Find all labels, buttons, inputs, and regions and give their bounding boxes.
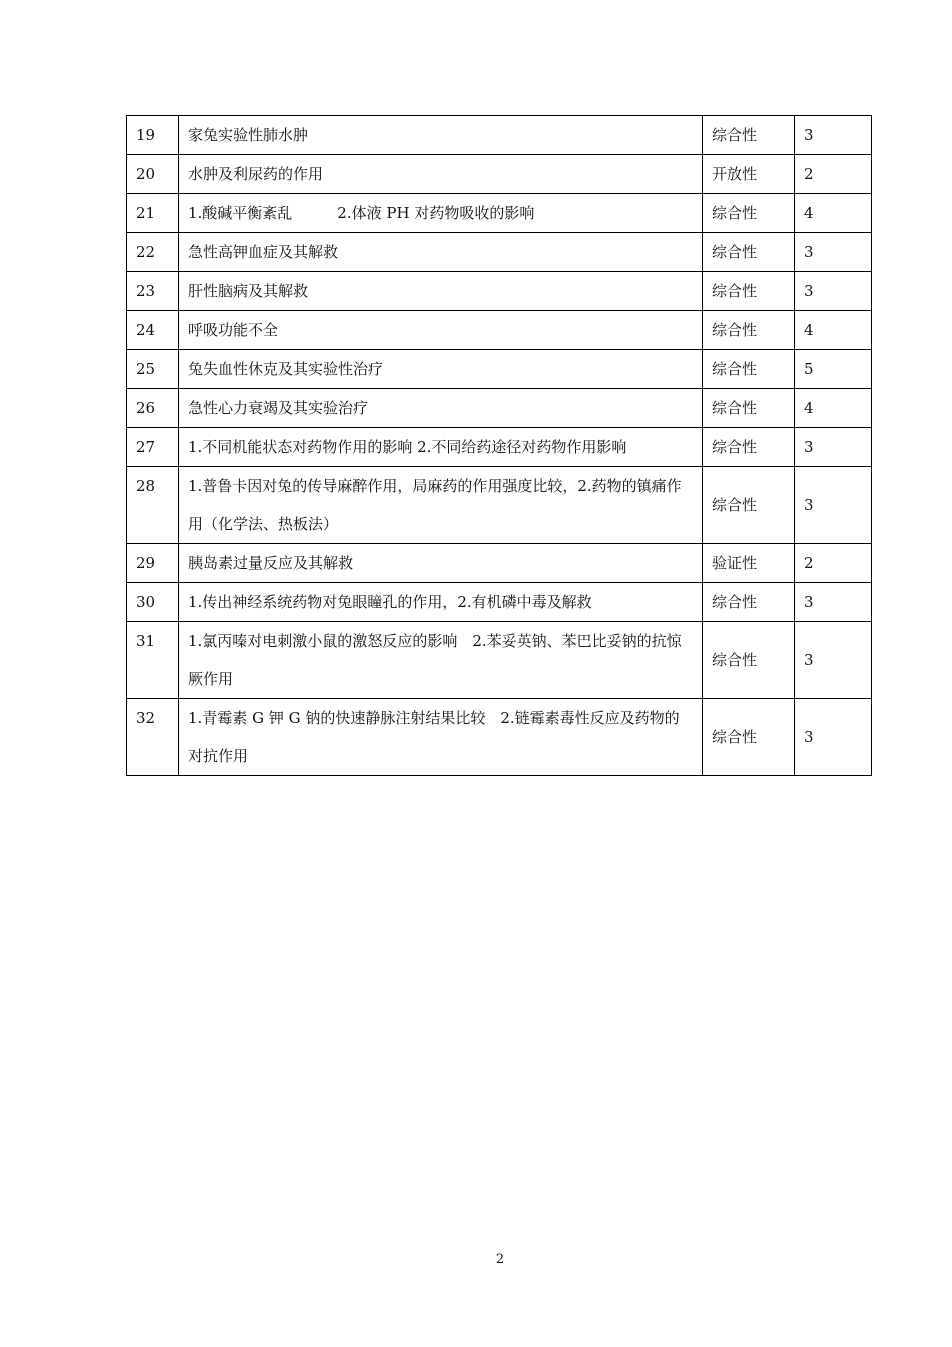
experiment-title: 兔失血性休克及其实验性治疗 xyxy=(179,350,703,389)
experiment-type: 综合性 xyxy=(703,350,795,389)
class-hours: 3 xyxy=(795,116,872,155)
experiment-type: 综合性 xyxy=(703,699,795,776)
class-hours: 2 xyxy=(795,544,872,583)
class-hours: 3 xyxy=(795,233,872,272)
class-hours: 3 xyxy=(795,583,872,622)
class-hours: 3 xyxy=(795,622,872,699)
experiment-title: 1.传出神经系统药物对兔眼瞳孔的作用，2.有机磷中毒及解救 xyxy=(179,583,703,622)
table-row xyxy=(127,428,872,467)
table-row xyxy=(127,194,872,233)
table-row xyxy=(127,389,872,428)
page-number: 2 xyxy=(495,1252,505,1267)
row-number: 21 xyxy=(127,194,179,233)
experiment-title: 胰岛素过量反应及其解救 xyxy=(179,544,703,583)
experiment-type: 验证性 xyxy=(703,544,795,583)
experiment-title: 家兔实验性肺水肿 xyxy=(179,116,703,155)
experiment-title: 呼吸功能不全 xyxy=(179,311,703,350)
class-hours: 3 xyxy=(795,467,872,544)
experiment-type: 综合性 xyxy=(703,272,795,311)
experiment-type: 综合性 xyxy=(703,389,795,428)
row-number: 27 xyxy=(127,428,179,467)
experiment-title: 1.青霉素 G 钾 G 钠的快速静脉注射结果比较 2.链霉素毒性反应及药物的对抗作用 xyxy=(179,699,703,776)
class-hours: 4 xyxy=(795,389,872,428)
row-number: 32 xyxy=(127,699,179,776)
table-row xyxy=(127,272,872,311)
row-number: 31 xyxy=(127,622,179,699)
table-row xyxy=(127,583,872,622)
table-row xyxy=(127,622,872,699)
experiment-type: 综合性 xyxy=(703,467,795,544)
experiment-title: 肝性脑病及其解救 xyxy=(179,272,703,311)
table-row xyxy=(127,116,872,155)
experiment-title: 急性高钾血症及其解救 xyxy=(179,233,703,272)
table-row xyxy=(127,467,872,544)
row-number: 23 xyxy=(127,272,179,311)
table-row xyxy=(127,155,872,194)
row-number: 26 xyxy=(127,389,179,428)
table-row xyxy=(127,699,872,776)
row-number: 22 xyxy=(127,233,179,272)
class-hours: 4 xyxy=(795,311,872,350)
experiment-title: 1.酸碱平衡紊乱 2.体液 PH 对药物吸收的影响 xyxy=(179,194,703,233)
row-number: 19 xyxy=(127,116,179,155)
experiment-type: 综合性 xyxy=(703,116,795,155)
class-hours: 3 xyxy=(795,428,872,467)
experiment-table xyxy=(126,115,872,776)
experiment-type: 综合性 xyxy=(703,311,795,350)
row-number: 24 xyxy=(127,311,179,350)
class-hours: 5 xyxy=(795,350,872,389)
row-number: 29 xyxy=(127,544,179,583)
class-hours: 4 xyxy=(795,194,872,233)
row-number: 28 xyxy=(127,467,179,544)
table-row xyxy=(127,311,872,350)
class-hours: 2 xyxy=(795,155,872,194)
class-hours: 3 xyxy=(795,699,872,776)
experiment-type: 综合性 xyxy=(703,233,795,272)
experiment-title: 1.氯丙嗪对电刺激小鼠的激怒反应的影响 2.苯妥英钠、苯巴比妥钠的抗惊厥作用 xyxy=(179,622,703,699)
experiment-type: 综合性 xyxy=(703,622,795,699)
experiment-title: 1.不同机能状态对药物作用的影响 2.不同给药途径对药物作用影响 xyxy=(179,428,703,467)
table-row xyxy=(127,350,872,389)
experiment-type: 综合性 xyxy=(703,194,795,233)
experiment-title: 水肿及利尿药的作用 xyxy=(179,155,703,194)
row-number: 30 xyxy=(127,583,179,622)
experiment-type: 综合性 xyxy=(703,428,795,467)
class-hours: 3 xyxy=(795,272,872,311)
row-number: 25 xyxy=(127,350,179,389)
table-row xyxy=(127,233,872,272)
experiment-title: 急性心力衰竭及其实验治疗 xyxy=(179,389,703,428)
experiment-type: 开放性 xyxy=(703,155,795,194)
experiment-title: 1.普鲁卡因对兔的传导麻醉作用，局麻药的作用强度比较，2.药物的镇痛作用（化学法、热板法） xyxy=(179,467,703,544)
experiment-type: 综合性 xyxy=(703,583,795,622)
table-row xyxy=(127,544,872,583)
row-number: 20 xyxy=(127,155,179,194)
